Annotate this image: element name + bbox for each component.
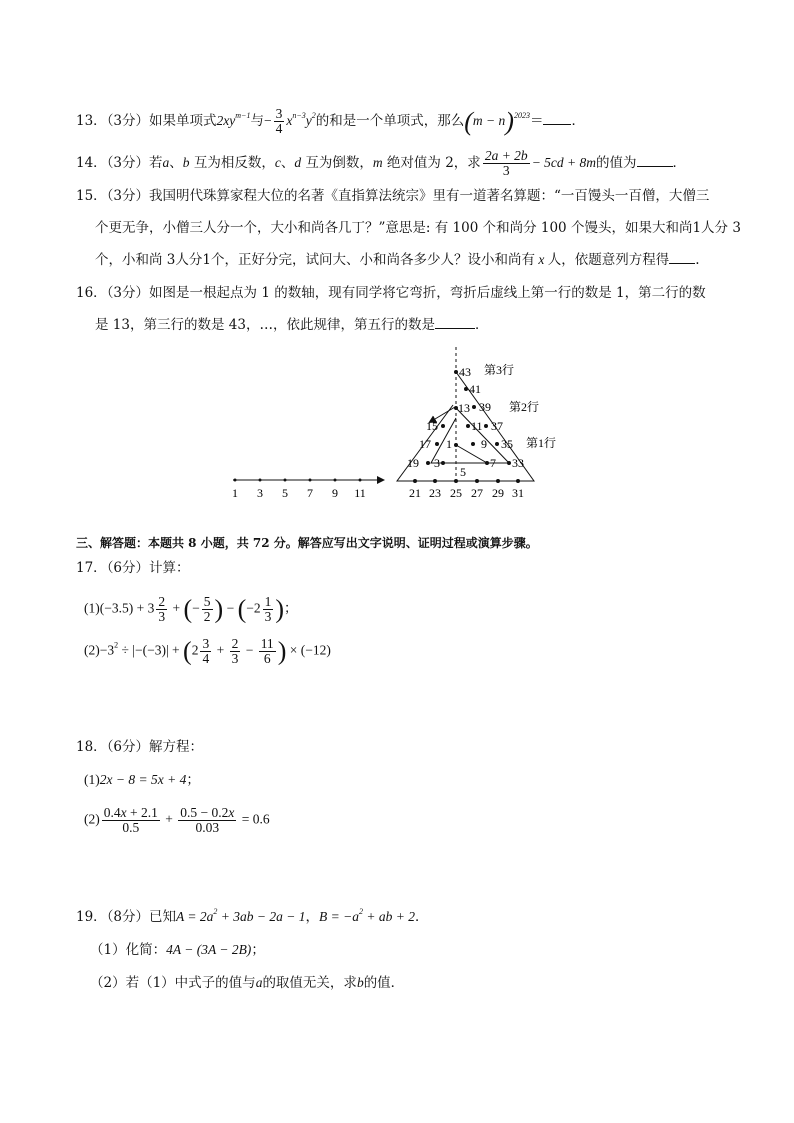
axis-label-9: 9 xyxy=(332,486,338,500)
middle-triangle xyxy=(431,408,509,463)
fig-num-7: 7 xyxy=(490,456,496,470)
section-3-heading: 三、解答题：本题共 8 小题，共 72 分。解答应写出文字说明、证明过程或演算步骤。 xyxy=(76,536,538,550)
question-15-line-2: 个更无争，小僧三人分一个，大小和尚各几丁？”意思是: 有 100 个和尚分 100 个馒头，如果大和尚1人分 3 xyxy=(95,220,741,236)
q18-part-2: (2) $\frac{0.4x + 2.1}{0.5}$ + $\frac{0.5 - 0.2x}{0.03}$ = 0.6 xyxy=(84,805,270,835)
q17-part-2: $(2)-3^2 \div |-(-3)| + (2$ $\frac{3}{4}$ + $\frac{2}{3}$ − $\frac{11}{6}$ ) × (−12) xyxy=(84,636,331,666)
answer-blank xyxy=(637,154,673,167)
fig-num-33: 33 xyxy=(512,456,524,470)
fig-num-15: 15 xyxy=(426,419,438,433)
q19-part-2: （2）若（1）中式子的值与a的取值无关，求b的值． xyxy=(90,975,405,991)
question-15-line-3: 个，小和尚 3人分1个，正好分完，试问大、小和尚各多少人？设小和尚有 x 人，依题意列方程得 . xyxy=(95,252,700,268)
fig-num-3: 3 xyxy=(434,456,440,470)
fig-bottom-29: 29 xyxy=(492,486,504,500)
row-label-2: 第2行 xyxy=(509,400,540,414)
fig-num-41: 41 xyxy=(469,382,481,396)
question-15-line-1: 15．（3分）我国明代珠算家程大位的名著《直指算法统宗》里有一道著名算题：“一百馒头一百僧，大僧三 xyxy=(76,188,710,204)
axis-label-3: 3 xyxy=(257,486,263,500)
fig-num-35: 35 xyxy=(501,437,513,451)
question-19: 19．（8分）已知$A = 2a^2 + 3ab - 2a - 1$，$B = -a^2$ + ab + 2． xyxy=(76,907,429,925)
question-18: 18．（6分）解方程： xyxy=(76,739,204,755)
fraction-2a-2b-over-3: $\frac{2a + 2b}{3}$ xyxy=(484,148,528,178)
expression-m-minus-n: $(m - n)^{2023}$ xyxy=(464,106,530,136)
answer-blank xyxy=(435,316,475,329)
fig-num-19: 19 xyxy=(407,456,419,470)
axis-label-5: 5 xyxy=(282,486,288,500)
question-16-line-1: 16．（3分）如图是一根起点为 1 的数轴，现有同学将它弯折，弯折后虚线上第一行的数是 1，第二行的数 xyxy=(76,285,706,301)
monomial-1: $2xy^{m-1}$ xyxy=(216,111,251,128)
question-17: 17．（6分）计算： xyxy=(76,560,190,576)
fig-num-39: 39 xyxy=(479,400,491,414)
fig-num-43: 43 xyxy=(459,365,471,379)
question-16-line-2: 是 13，第三行的数是 43，…，依此规律，第五行的数是 ． xyxy=(95,317,489,333)
fig-num-9: 9 xyxy=(481,437,487,451)
fig-bottom-23: 23 xyxy=(429,486,441,500)
row-label-1: 第1行 xyxy=(526,436,557,450)
q19-part-1: （1）化简：4A − (3A − 2B)； xyxy=(90,942,265,958)
axis-label-1: 1 xyxy=(232,486,238,500)
monomial-2: $x^{n-3}y^2$ xyxy=(286,111,316,128)
fig-num-11: 11 xyxy=(471,419,483,433)
fig-bottom-27: 27 xyxy=(471,486,483,500)
q17-part-1: (1)(−3.5) + 3 $\frac{2}{3}$ + (− $\frac{5}{2}$ ) − (−2 $\frac{1}{3}$ )； xyxy=(84,594,298,624)
fig-bottom-25: 25 xyxy=(450,486,462,500)
axis-label-11: 11 xyxy=(354,486,366,500)
question-14: 14．（3分）若a、b 互为相反数，c、d 互为倒数，m 绝对值为 2，求 $\frac{2a + 2b}{3}$ − 5cd + 8m的值为 ． xyxy=(76,148,687,178)
fig-num-37: 37 xyxy=(491,419,503,433)
fig-num-13: 13 xyxy=(458,401,470,415)
fig-bottom-21: 21 xyxy=(409,486,421,500)
fig-bottom-31: 31 xyxy=(512,486,524,500)
fraction-3-4: $\frac{3}{4}$ xyxy=(275,106,283,136)
q18-part-1: (1)2x − 8 = 5x + 4； xyxy=(84,772,200,787)
answer-blank xyxy=(669,251,695,264)
question-13: 13．（3分）如果单项式$2xy^{m-1}$与− $\frac{3}{4}$ $x^{n-3}y^2$的和是一个单项式，那么$(m - n)^{2023}=$ ． xyxy=(76,106,585,136)
fig-num-17: 17 xyxy=(419,437,431,451)
bent-number-line-figure xyxy=(225,344,570,504)
fig-num-5: 5 xyxy=(460,465,466,479)
answer-blank xyxy=(543,112,571,125)
fig-num-1: 1 xyxy=(446,437,452,451)
axis-label-7: 7 xyxy=(307,486,313,500)
row-label-3: 第3行 xyxy=(484,363,515,377)
